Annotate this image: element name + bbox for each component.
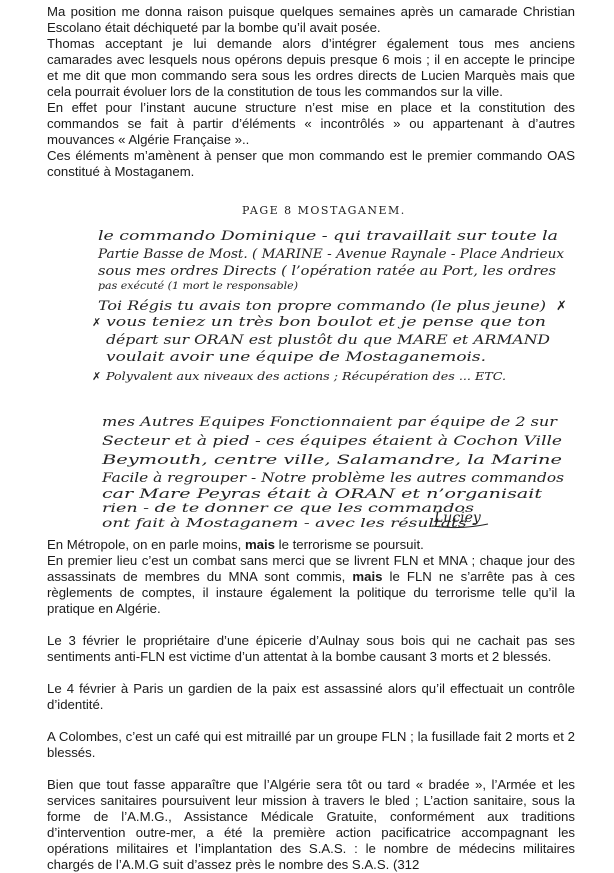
note-line: rien - de te donner ce que les commandos [102, 501, 474, 515]
paragraph: En premier lieu c’est un combat sans merci que se livrent FLN et MNA ; chaque jour des assassinats de membres du MNA sont commis, mais le FLN ne s’arrête pas à ces règlements de comptes, il instaure également la politique du terrorisme telle qu’il la pratique en Algérie. [47, 553, 575, 616]
note-line: ont fait à Mostaganem - avec les résultats - [102, 516, 478, 530]
bottom-text-block [47, 537, 575, 873]
paragraph: En Métropole, on en parle moins, mais le terrorisme se poursuit. [47, 537, 424, 552]
note-line: car Mare Peyras était à ORAN et n’organisait [102, 487, 544, 502]
cross-mark-icon: ✗ [92, 371, 102, 383]
paragraph: Bien que tout fasse apparaître que l’Algérie sera tôt ou tard « bradée », l’Armée et les services sanitaires poursuivent leur mission à travers le bled ; L’action sanitaire, sous la forme de l’A.M.G., Assistance Médicale Gratuite, conformément aux traditions d’intervention outre-mer, a été la première action pacificatrice accompagnant les opérations militaires et l’implantation des S.A.S. : le nombre de médecins militaires chargés de l’A.M.G suit d’assez près le nombre des S.A.S. (312 [47, 777, 575, 872]
signature-text: Luciey [434, 510, 481, 526]
handwritten-note-svg [92, 198, 572, 533]
paragraph: Thomas acceptant je lui demande alors d’intégrer également tous mes anciens camarades avec lesquels nous opérons depuis presque 6 mois ; il en accepte le principe et me dit que mon commando sera sous les ordres directs de Lucien Marquès mais que cela pourrait évoluer lors de la constitution de tous les commandos sur la ville. [47, 36, 575, 99]
cross-mark-icon: ✗ [556, 298, 567, 313]
note-line: départ sur ORAN est plustôt du que MARE et ARMAND [106, 333, 551, 348]
note-line: Beymouth, centre ville, Salamandre, la Marine [100, 453, 563, 468]
note-line: Polyvalent aux niveaux des actions ; Récupération des ... ETC. [104, 370, 506, 383]
paragraph: Le 3 février le propriétaire d’une épicerie d’Aulnay sous bois qui ne cachait pas ses sentiments anti-FLN est victime d’un attentat à la bombe causant 3 morts et 2 blessés. [47, 633, 575, 664]
note-line: Partie Basse de Most. ( MARINE - Avenue Raynale - Place Andrieux [96, 247, 565, 262]
note-line: sous mes ordres Directs ( l’opération ratée au Port, les ordres [98, 264, 557, 279]
note-heading: PAGE 8 MOSTAGANEM. [242, 204, 406, 217]
paragraph: A Colombes, c’est un café qui est mitraillé par un groupe FLN ; la fusillade fait 2 morts et 2 blessés. [47, 729, 575, 760]
handwritten-note-scan [92, 198, 572, 533]
paragraph: En effet pour l’instant aucune structure n’est mise en place et la constitution des commandos se fait à partir d’éléments « incontrôlés » ou appartenant à d’autres mouvances « Algérie Française ».. [47, 100, 575, 147]
note-line: mes Autres Equipes Fonctionnaient par équipe de 2 sur [102, 415, 558, 430]
cross-mark-icon: ✗ [92, 317, 102, 329]
signature [430, 504, 490, 530]
paragraph: Ces éléments m’amènent à penser que mon commando est le premier commando OAS constitué à Mostaganem. [47, 148, 575, 179]
note-line: vous teniez un très bon boulot et je pense que ton [106, 315, 546, 330]
note-line: pas exécuté (1 mort le responsable) [98, 281, 299, 292]
note-line: le commando Dominique - qui travaillait sur toute la [98, 229, 558, 244]
paragraph: Le 4 février à Paris un gardien de la paix est assassiné alors qu’il effectuait un contrôle d’identité. [47, 681, 575, 712]
note-line: voulait avoir une équipe de Mostaganemois. [106, 350, 486, 365]
note-line: Secteur et à pied - ces équipes étaient à Cochon Ville [102, 434, 563, 449]
top-text-block [47, 4, 575, 180]
paragraph: Ma position me donna raison puisque quelques semaines après un camarade Christian Escolano était déchiqueté par la bombe qu’il avait posée. [47, 4, 575, 35]
note-line: Toi Régis tu avais ton propre commando (le plus jeune) [98, 299, 546, 314]
note-line: Facile à regrouper - Notre problème les autres commandos [100, 471, 565, 486]
